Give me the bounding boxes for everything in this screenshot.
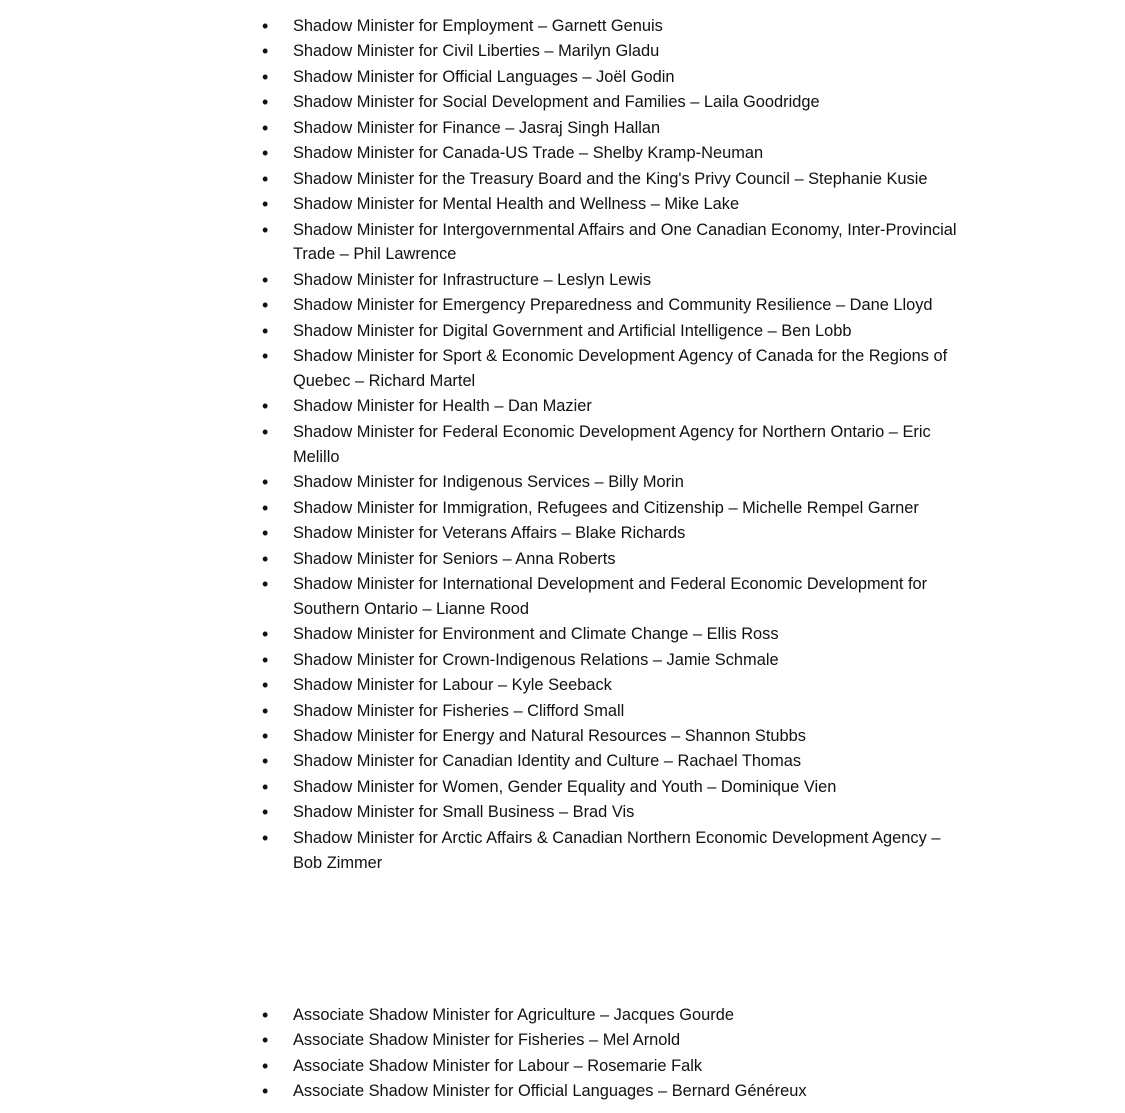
list-item: • Shadow Minister for Women, Gender Equality and Youth – Dominique Vien (262, 775, 962, 800)
list-item: • Shadow Minister for Indigenous Services – Billy Morin (262, 470, 962, 495)
shadow-minister-list (262, 14, 962, 876)
list-item: • Associate Shadow Minister for Official Languages – Bernard Généreux (262, 1079, 962, 1104)
list-item: • Shadow Minister for Arctic Affairs & Canadian Northern Economic Development Agency – Bob Zimmer (262, 826, 962, 875)
list-item: • Shadow Minister for International Development and Federal Economic Development for Southern Ontario – Lianne Rood (262, 572, 962, 621)
associate-shadow-minister-list (262, 1003, 962, 1105)
list-item: • Shadow Minister for Crown-Indigenous Relations – Jamie Schmale (262, 648, 962, 673)
list-item: • Shadow Minister for Civil Liberties – Marilyn Gladu (262, 39, 962, 64)
list-item: • Shadow Minister for Health – Dan Mazier (262, 394, 962, 419)
list-item: • Shadow Minister for Social Development and Families – Laila Goodridge (262, 90, 962, 115)
list-item: • Shadow Minister for Digital Government and Artificial Intelligence – Ben Lobb (262, 319, 962, 344)
list-item: • Shadow Minister for Immigration, Refugees and Citizenship – Michelle Rempel Garner (262, 496, 962, 521)
list-item: • Shadow Minister for Infrastructure – Leslyn Lewis (262, 268, 962, 293)
list-item: • Associate Shadow Minister for Fisheries – Mel Arnold (262, 1028, 962, 1053)
list-item: • Shadow Minister for Seniors – Anna Roberts (262, 547, 962, 572)
list-item: • Shadow Minister for Official Languages – Joël Godin (262, 65, 962, 90)
list-item: • Shadow Minister for Employment – Garnett Genuis (262, 14, 962, 39)
list-item: • Shadow Minister for Canadian Identity and Culture – Rachael Thomas (262, 749, 962, 774)
list-item: • Shadow Minister for Canada-US Trade – Shelby Kramp-Neuman (262, 141, 962, 166)
list-item: • Shadow Minister for Environment and Climate Change – Ellis Ross (262, 622, 962, 647)
list-item: • Associate Shadow Minister for Labour – Rosemarie Falk (262, 1054, 962, 1079)
list-item: • Shadow Minister for the Treasury Board and the King's Privy Council – Stephanie Kusie (262, 167, 962, 192)
list-item: • Shadow Minister for Energy and Natural Resources – Shannon Stubbs (262, 724, 962, 749)
list-item: • Shadow Minister for Federal Economic Development Agency for Northern Ontario – Eric Melillo (262, 420, 962, 469)
list-item: • Shadow Minister for Emergency Preparedness and Community Resilience – Dane Lloyd (262, 293, 962, 318)
list-item: • Shadow Minister for Small Business – Brad Vis (262, 800, 962, 825)
list-item: • Shadow Minister for Intergovernmental Affairs and One Canadian Economy, Inter-Provincial Trade – Phil Lawrence (262, 218, 962, 267)
list-item: • Associate Shadow Minister for Agriculture – Jacques Gourde (262, 1003, 962, 1028)
list-item: • Shadow Minister for Veterans Affairs – Blake Richards (262, 521, 962, 546)
list-item: • Shadow Minister for Labour – Kyle Seeback (262, 673, 962, 698)
list-item: • Shadow Minister for Mental Health and Wellness – Mike Lake (262, 192, 962, 217)
list-item: • Shadow Minister for Sport & Economic Development Agency of Canada for the Regions of Quebec – Richard Martel (262, 344, 962, 393)
list-item: • Shadow Minister for Finance – Jasraj Singh Hallan (262, 116, 962, 141)
list-item: • Shadow Minister for Fisheries – Clifford Small (262, 699, 962, 724)
